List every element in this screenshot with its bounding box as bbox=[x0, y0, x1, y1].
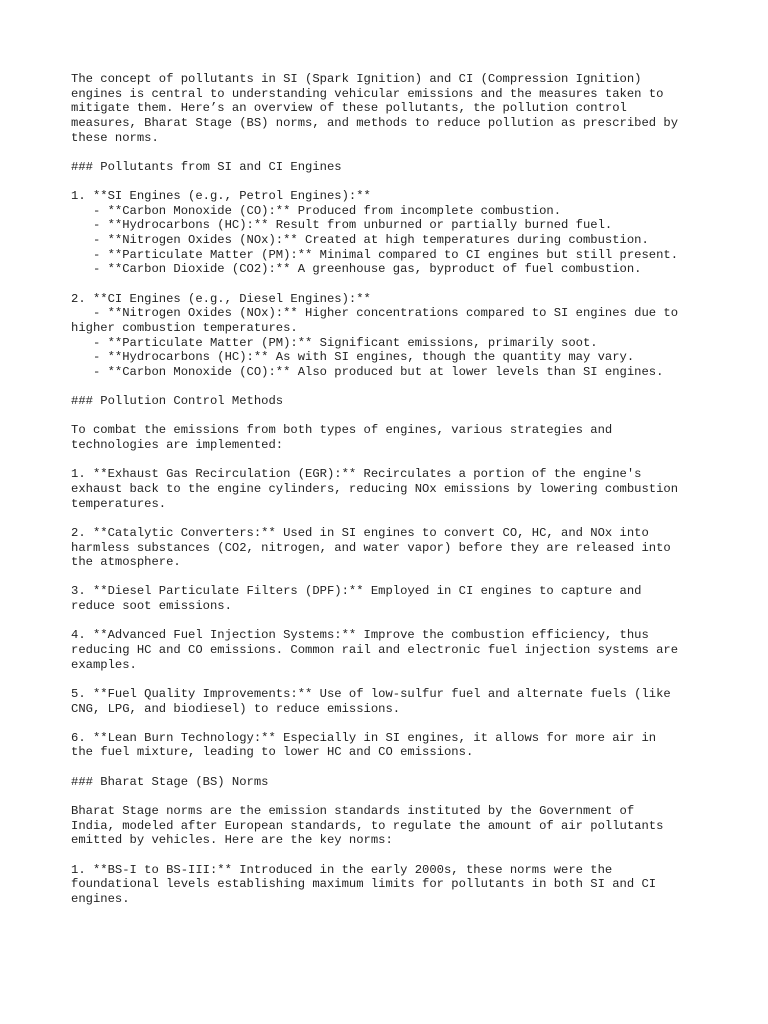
document-page bbox=[71, 72, 711, 907]
intro-line-3: mitigate them. Here’s an overview of these pollutants, the pollution control bbox=[71, 101, 627, 116]
ci-pollutant-item: - **Particulate Matter (PM):** Significant emissions, primarily soot. bbox=[71, 335, 598, 350]
fuel-quality-item: 5. **Fuel Quality Improvements:** Use of low-sulfur fuel and alternate fuels (like bbox=[71, 686, 671, 701]
catalytic-converter-item: 2. **Catalytic Converters:** Used in SI engines to convert CO, HC, and NOx into bbox=[71, 525, 649, 540]
fuel-quality-item: CNG, LPG, and biodiesel) to reduce emissions. bbox=[71, 701, 401, 716]
bs-i-iii-item: 1. **BS-I to BS-III:** Introduced in the early 2000s, these norms were the bbox=[71, 862, 613, 877]
blank-line bbox=[71, 174, 711, 189]
egr-item: 1. **Exhaust Gas Recirculation (EGR):** Recirculates a portion of the engine's bbox=[71, 467, 642, 482]
si-engines-heading: 1. **SI Engines (e.g., Petrol Engines):** bbox=[71, 189, 371, 204]
blank-line bbox=[71, 760, 711, 775]
catalytic-converter-item: the atmosphere. bbox=[71, 555, 181, 570]
intro-line-4: measures, Bharat Stage (BS) norms, and methods to reduce pollution as prescribed by bbox=[71, 115, 679, 130]
si-pollutant-item: - **Carbon Monoxide (CO):** Produced from incomplete combustion. bbox=[71, 203, 562, 218]
catalytic-converter-item: harmless substances (CO2, nitrogen, and water vapor) before they are released into bbox=[71, 540, 671, 555]
blank-line bbox=[71, 453, 711, 468]
intro-line-2: engines is central to understanding vehicular emissions and the measures taken to bbox=[71, 86, 664, 101]
si-pollutant-item: - **Particulate Matter (PM):** Minimal compared to CI engines but still present. bbox=[71, 247, 679, 262]
egr-item: temperatures. bbox=[71, 496, 167, 511]
control-intro-line: technologies are implemented: bbox=[71, 438, 284, 453]
blank-line bbox=[71, 409, 711, 424]
dpf-item: reduce soot emissions. bbox=[71, 599, 232, 614]
bs-intro-line: emitted by vehicles. Here are the key norms: bbox=[71, 833, 393, 848]
blank-line bbox=[71, 511, 711, 526]
blank-line bbox=[71, 672, 711, 687]
heading-bs-norms: ### Bharat Stage (BS) Norms bbox=[71, 774, 269, 789]
control-intro-line: To combat the emissions from both types of engines, various strategies and bbox=[71, 423, 613, 438]
bs-intro-line: Bharat Stage norms are the emission standards instituted by the Government of bbox=[71, 804, 635, 819]
ci-engines-heading: 2. **CI Engines (e.g., Diesel Engines):** bbox=[71, 291, 371, 306]
heading-control-methods: ### Pollution Control Methods bbox=[71, 394, 284, 409]
fuel-injection-item: 4. **Advanced Fuel Injection Systems:** Improve the combustion efficiency, thus bbox=[71, 628, 649, 643]
si-pollutant-item: - **Nitrogen Oxides (NOx):** Created at high temperatures during combustion. bbox=[71, 233, 649, 248]
intro-line-1: The concept of pollutants in SI (Spark Ignition) and CI (Compression Ignition) bbox=[71, 72, 642, 86]
bs-i-iii-item: foundational levels establishing maximum limits for pollutants in both SI and CI bbox=[71, 877, 657, 892]
dpf-item: 3. **Diesel Particulate Filters (DPF):** Employed in CI engines to capture and bbox=[71, 584, 642, 599]
fuel-injection-item: reducing HC and CO emissions. Common rail and electronic fuel injection systems are bbox=[71, 642, 679, 657]
si-pollutant-item: - **Hydrocarbons (HC):** Result from unburned or partially burned fuel. bbox=[71, 218, 613, 233]
ci-pollutant-item: - **Nitrogen Oxides (NOx):** Higher concentrations compared to SI engines due to bbox=[71, 306, 679, 321]
lean-burn-item: the fuel mixture, leading to lower HC and CO emissions. bbox=[71, 745, 474, 760]
bs-i-iii-item: engines. bbox=[71, 891, 130, 906]
blank-line bbox=[71, 277, 711, 292]
ci-pollutant-item: - **Hydrocarbons (HC):** As with SI engines, though the quantity may vary. bbox=[71, 350, 635, 365]
ci-pollutant-item: - **Carbon Monoxide (CO):** Also produced but at lower levels than SI engines. bbox=[71, 364, 664, 379]
heading-pollutants: ### Pollutants from SI and CI Engines bbox=[71, 159, 342, 174]
blank-line bbox=[71, 570, 711, 585]
egr-item: exhaust back to the engine cylinders, reducing NOx emissions by lowering combustion bbox=[71, 481, 679, 496]
intro-line-5: these norms. bbox=[71, 130, 159, 145]
ci-pollutant-item-continued: higher combustion temperatures. bbox=[71, 320, 298, 335]
blank-line bbox=[71, 379, 711, 394]
blank-line bbox=[71, 848, 711, 863]
blank-line bbox=[71, 145, 711, 160]
lean-burn-item: 6. **Lean Burn Technology:** Especially in SI engines, it allows for more air in bbox=[71, 730, 657, 745]
fuel-injection-item: examples. bbox=[71, 657, 137, 672]
blank-line bbox=[71, 716, 711, 731]
si-pollutant-item: - **Carbon Dioxide (CO2):** A greenhouse gas, byproduct of fuel combustion. bbox=[71, 262, 642, 277]
bs-intro-line: India, modeled after European standards, to regulate the amount of air pollutants bbox=[71, 818, 664, 833]
blank-line bbox=[71, 614, 711, 629]
blank-line bbox=[71, 789, 711, 804]
